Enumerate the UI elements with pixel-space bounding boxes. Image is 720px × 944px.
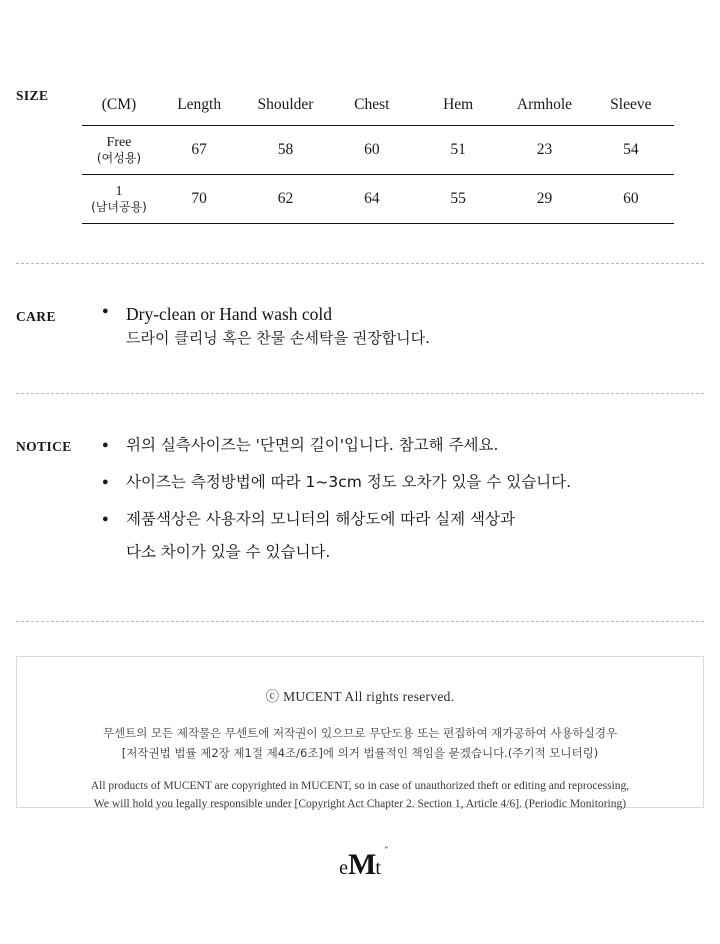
footer-logo xyxy=(0,844,720,910)
copyright-kr-line-2: [저작권법 법률 제2장 제1절 제4조/6조]에 의거 법률적인 책임을 묻겠습니다.(주기적 모니터링) xyxy=(121,745,599,760)
table-row xyxy=(82,175,674,224)
care-section-label: CARE xyxy=(16,309,56,324)
copyright-en-line-1: All products of MUCENT are copyrighted in MUCENT, so in case of unauthorized theft or editing and reprocessing, xyxy=(90,779,630,792)
notice-content xyxy=(100,434,720,579)
table-cell-sleeve: 54 xyxy=(588,126,674,175)
size-section xyxy=(0,0,720,224)
size-table xyxy=(82,85,674,224)
table-cell-armhole: 29 xyxy=(501,175,587,224)
table-cell-hem: 55 xyxy=(415,175,501,224)
divider-notice-copyright xyxy=(16,621,704,622)
table-header-cell-sleeve: Sleeve xyxy=(588,85,674,126)
table-header-row xyxy=(82,85,674,126)
notice-text-2: ● 사이즈는 측정방법에 따라 1~3cm 정도 오차가 있을 수 있습니다. xyxy=(126,472,572,491)
copyright-english-text xyxy=(17,777,703,814)
copyright-title: ⓒ MUCENT All rights reserved. xyxy=(265,688,455,704)
row-label-main: 1 xyxy=(115,183,123,199)
logo-letter-t: t xyxy=(375,856,381,879)
copyright-korean-text xyxy=(17,723,703,763)
table-header-cell-length: Length xyxy=(156,85,242,126)
table-header-cell-shoulder: Shoulder xyxy=(242,85,328,126)
list-item xyxy=(100,471,720,494)
notice-text-3: ● 제품색상은 사용자의 모니터의 해상도에 따라 실제 색상과 xyxy=(126,510,515,529)
list-item xyxy=(100,434,720,457)
logo-dots-mark: '' xyxy=(384,844,388,855)
notice-list xyxy=(100,434,720,565)
size-table-body xyxy=(82,126,674,224)
copyright-box xyxy=(16,656,704,811)
list-item xyxy=(100,302,720,351)
table-cell-armhole: 23 xyxy=(501,126,587,175)
notice-section xyxy=(0,394,720,579)
table-header-cell-armhole: Armhole xyxy=(501,85,587,126)
table-header-cell-hem: Hem xyxy=(415,85,501,126)
notice-section-label: NOTICE xyxy=(16,438,72,454)
copyright-kr-line-1: 무센트의 모든 제작물은 무센트에 저작권이 있으므로 무단도용 또는 편집하여 재가공하여 사용하실경우 xyxy=(102,725,618,740)
table-row-header xyxy=(82,126,156,175)
table-cell-shoulder: 58 xyxy=(242,126,328,175)
table-header-cell-chest: Chest xyxy=(329,85,415,126)
table-row xyxy=(82,126,674,175)
care-text-en: ● Dry-clean or Hand wash cold xyxy=(126,304,333,324)
copyright-wrapper xyxy=(0,656,720,811)
care-section xyxy=(0,264,720,351)
table-row-header xyxy=(82,175,156,224)
table-cell-hem: 51 xyxy=(415,126,501,175)
care-content xyxy=(100,302,720,351)
table-cell-length: 67 xyxy=(156,126,242,175)
row-label-main: Free xyxy=(106,134,132,150)
mucent-logo xyxy=(339,844,388,881)
size-section-label: SIZE xyxy=(16,88,49,103)
table-cell-chest: 60 xyxy=(329,126,415,175)
list-item xyxy=(100,508,720,565)
row-label-sub: (남녀공용) xyxy=(91,200,147,215)
care-list xyxy=(100,302,720,351)
table-cell-length: 70 xyxy=(156,175,242,224)
size-table-head xyxy=(82,85,674,126)
notice-text-1: ● 위의 실측사이즈는 '단면의 길이'입니다. 참고해 주세요. xyxy=(126,435,499,454)
size-table-wrapper xyxy=(91,85,720,224)
table-cell-sleeve: 60 xyxy=(588,175,674,224)
care-text-kr: 드라이 클리닝 혹은 찬물 손세탁을 권장합니다. xyxy=(126,329,430,348)
logo-letter-m: M xyxy=(348,847,376,881)
table-header-cell-cm: (CM) xyxy=(82,85,156,126)
table-cell-chest: 64 xyxy=(329,175,415,224)
row-label-sub: (여성용) xyxy=(96,151,142,166)
table-cell-shoulder: 62 xyxy=(242,175,328,224)
notice-text-3-cont: 다소 차이가 있을 수 있습니다. xyxy=(126,543,331,562)
logo-letter-e: e xyxy=(339,856,348,879)
copyright-en-line-2: We will hold you legally responsible under [Copyright Act Chapter 2. Section 1, Article 4/6]. (Periodic Monitoring) xyxy=(93,798,627,811)
